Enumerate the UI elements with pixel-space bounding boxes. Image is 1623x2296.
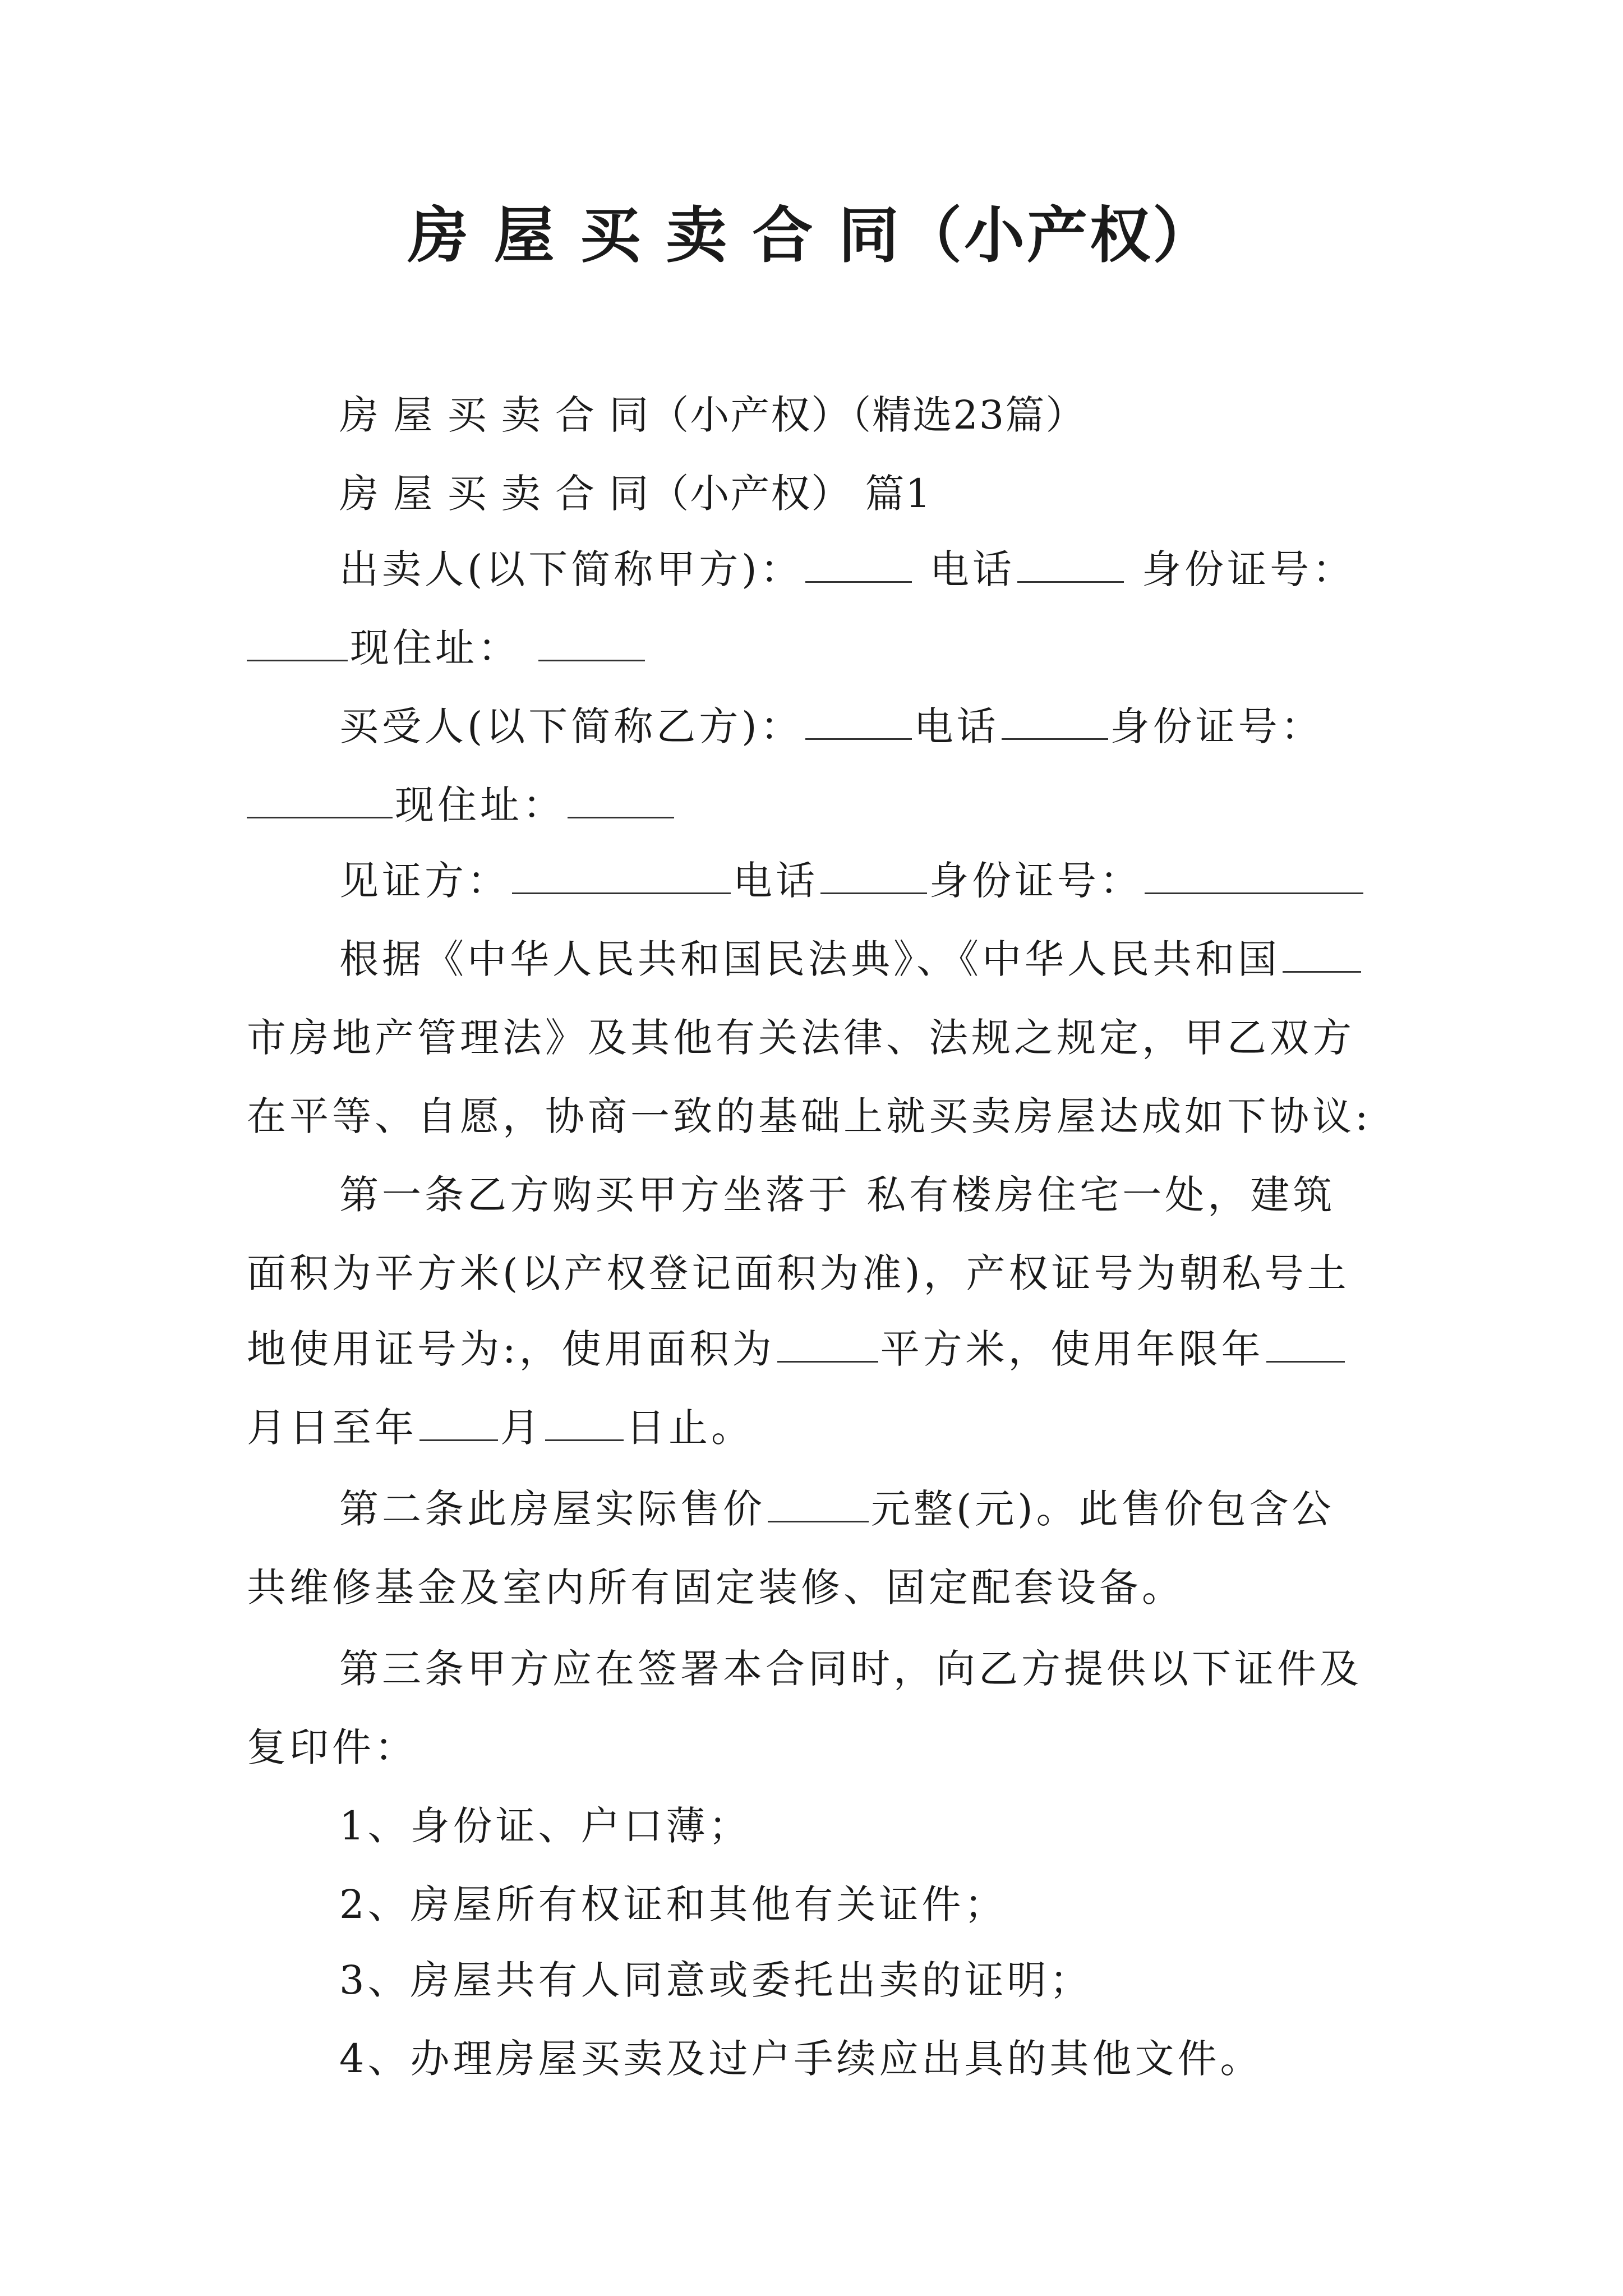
witness-line [339, 853, 1380, 909]
article-1-text-4c: 日止。 [626, 1405, 754, 1451]
seller-name-blank [805, 543, 912, 583]
article-2-line-2: 共维修基金及室内所有固定装修、固定配套设备。 [247, 1565, 1184, 1611]
article-1-text-3a: 地使用证号为:，使用面积为 [247, 1326, 775, 1372]
seller-id-blank [247, 622, 348, 661]
article-1-line-3 [247, 1321, 1380, 1377]
seller-id-label: 身份证号： [1142, 546, 1355, 592]
basis-text-1: 根据《中华人民共和国民法典》、《中华人民共和国 [339, 936, 1280, 982]
list-item: 4、办理房屋买卖及过户手续应出具的其他文件。 [339, 2036, 1263, 2082]
article-1-line-1: 第一条乙方购买甲方坐落于 私有楼房住宅一处，建筑 [339, 1172, 1336, 1218]
article-1-text-4b: 月 [500, 1405, 543, 1451]
usable-area-blank [777, 1323, 878, 1363]
buyer-address-blank [568, 779, 674, 818]
city-blank [1283, 933, 1361, 973]
witness-label: 见证方： [339, 858, 510, 904]
seller-address-blank [538, 622, 645, 661]
section-heading: 房 屋 买 卖 合 同（小产权） 篇1 [339, 471, 932, 517]
list-item: 1、身份证、户口薄； [339, 1803, 751, 1849]
term-end-month-blank [545, 1401, 624, 1441]
seller-phone-blank [1017, 543, 1124, 583]
buyer-label: 买受人(以下简称乙方)： [339, 703, 803, 749]
seller-label: 出卖人(以下简称甲方)： [339, 546, 803, 592]
document-title: 房 屋 买 卖 合 同（小产权） [408, 200, 1215, 271]
basis-line-3: 在平等、自愿，协商一致的基础上就买卖房屋达成如下协议: [247, 1093, 1372, 1139]
term-end-year-blank [419, 1401, 498, 1441]
article-2-text-1b: 元整(元)。此售价包含公 [871, 1486, 1335, 1532]
witness-phone-label: 电话 [733, 858, 818, 904]
buyer-phone-blank [1002, 700, 1108, 740]
witness-phone-blank [820, 854, 927, 894]
buyer-id-blank [247, 779, 393, 818]
buyer-line [339, 698, 1380, 754]
article-3-line-2: 复印件： [247, 1724, 417, 1770]
witness-id-label: 身份证号： [929, 858, 1142, 904]
seller-address-line [247, 620, 1380, 676]
article-2-line-1 [339, 1481, 1380, 1537]
buyer-id-label: 身份证号： [1110, 703, 1324, 749]
document-subtitle: 房 屋 买 卖 合 同（小产权）（精选23篇） [339, 392, 1086, 438]
price-blank [768, 1483, 869, 1522]
article-1-line-2: 面积为平方米(以产权登记面积为准)，产权证号为朝私号土 [247, 1250, 1350, 1296]
witness-name-blank [512, 854, 731, 894]
article-1-text-4a: 月日至年 [247, 1405, 417, 1451]
term-start-year-blank [1266, 1323, 1345, 1363]
list-item: 2、房屋所有权证和其他有关证件； [339, 1881, 1007, 1927]
article-2-text-1a: 第二条此房屋实际售价 [339, 1486, 766, 1532]
buyer-address-line [247, 777, 1380, 833]
buyer-phone-label: 电话 [914, 703, 999, 749]
seller-phone-label: 电话 [929, 546, 1015, 592]
seller-address-label: 现住址： [350, 625, 520, 671]
article-1-line-4 [247, 1400, 1380, 1456]
witness-id-blank [1145, 854, 1363, 894]
seller-line [339, 541, 1380, 597]
buyer-address-label: 现住址： [395, 782, 565, 828]
buyer-name-blank [805, 700, 912, 740]
basis-line-2: 市房地产管理法》及其他有关法律、法规之规定，甲乙双方 [247, 1015, 1355, 1061]
article-1-text-3b: 平方米，使用年限年 [880, 1326, 1264, 1372]
article-3-line-1: 第三条甲方应在签署本合同时，向乙方提供以下证件及 [339, 1646, 1362, 1692]
basis-line-1 [339, 931, 1380, 987]
list-item: 3、房屋共有人同意或委托出卖的证明； [339, 1957, 1092, 2003]
